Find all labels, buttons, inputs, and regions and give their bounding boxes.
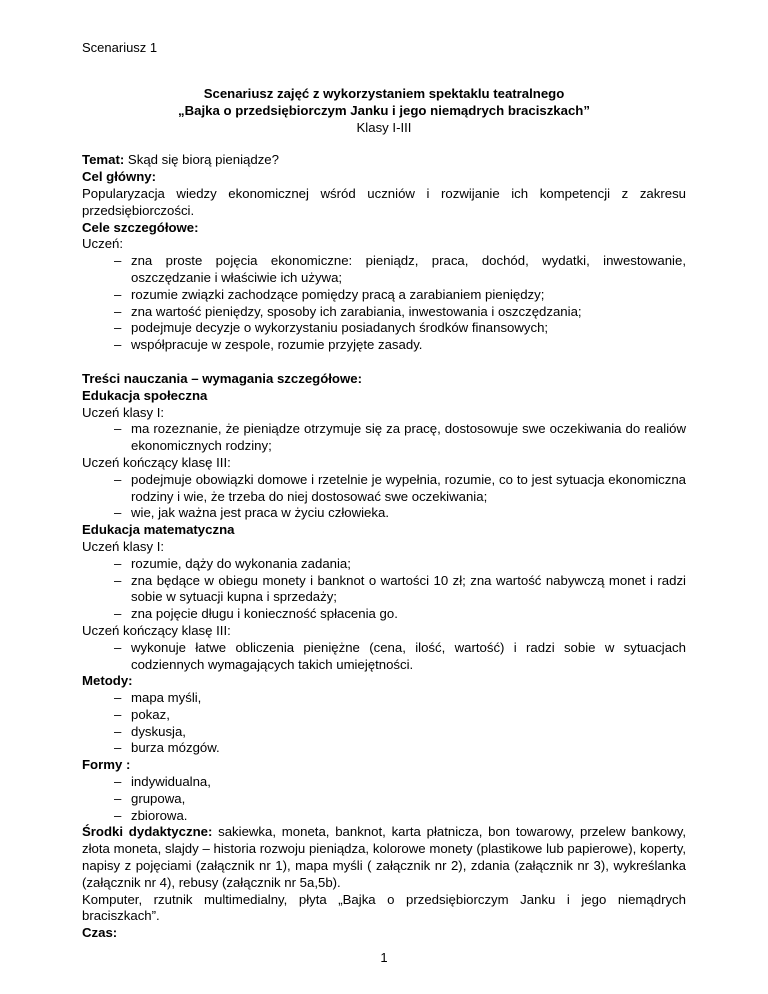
list-item: – wie, jak ważna jest praca w życiu człowieka. — [82, 505, 686, 522]
social-grade3-list — [82, 472, 686, 522]
main-goal-text: Popularyzacja wiedzy ekonomicznej wśród uczniów i rozwijanie ich kompetencji z zakresu przedsiębiorczości. — [82, 185, 686, 218]
grade-levels: Klasy I-III — [356, 119, 412, 135]
social-grade3-intro: Uczeń kończący klasę III: — [82, 454, 231, 470]
list-item: – zna proste pojęcia ekonomiczne: pieniądz, praca, dochód, wydatki, inwestowanie, oszczędzanie i właściwie ich używa; — [82, 253, 686, 287]
list-item: – zna będące w obiegu monety i banknot o wartości 10 zł; zna wartość nabywczą monet i radzi sobie w sytuacji kupna i sprzedaży; — [82, 573, 686, 607]
document-body — [82, 86, 686, 942]
social-grade1-list — [82, 421, 686, 455]
topic-text: Skąd się biorą pieniądze? — [124, 152, 279, 168]
forms-heading: Formy : — [82, 757, 131, 773]
document-subtitle: „Bajka o przedsiębiorczym Janku i jego niemądrych braciszkach” — [178, 102, 590, 118]
methods-list — [82, 690, 686, 757]
title-block — [82, 86, 686, 136]
specific-goals-intro: Uczeń: — [82, 236, 124, 252]
page-number: 1 — [380, 950, 388, 965]
forms-list — [82, 774, 686, 824]
topic-line — [82, 152, 686, 169]
math-grade1-intro: Uczeń klasy I: — [82, 538, 165, 554]
list-item: – burza mózgów. — [82, 740, 686, 757]
list-item: – podejmuje decyzje o wykorzystaniu posiadanych środków finansowych; — [82, 320, 686, 337]
list-item: – mapa myśli, — [82, 690, 686, 707]
equipment-paragraph: Komputer, rzutnik multimedialny, płyta „Bajka o przedsiębiorczym Janku i jego niemądrych braciszkach”. — [82, 891, 686, 924]
methods-heading: Metody: — [82, 673, 133, 689]
math-grade3-intro: Uczeń kończący klasę III: — [82, 622, 231, 638]
list-item: – zna pojęcie długu i konieczność spłacenia go. — [82, 606, 686, 623]
list-item: – grupowa, — [82, 791, 686, 808]
document-title: Scenariusz zajęć z wykorzystaniem spektaklu teatralnego — [203, 86, 565, 101]
social-education-heading: Edukacja społeczna — [82, 387, 208, 403]
list-item: – ma rozeznanie, że pieniądze otrzymuje się za pracę, dostosowuje swe oczekiwania do realiów ekonomicznych rodziny; — [82, 421, 686, 455]
specific-goals-label: Cele szczegółowe: — [82, 219, 199, 235]
list-item: – podejmuje obowiązki domowe i rzetelnie je wypełnia, rozumie, co to jest sytuacja ekonomiczna rodziny i wie, że trzeba do niej dostosować swe oczekiwania; — [82, 472, 686, 506]
list-item: – zbiorowa. — [82, 808, 686, 825]
list-item: – rozumie, dąży do wykonania zadania; — [82, 556, 686, 573]
list-item: – wykonuje łatwe obliczenia pieniężne (cena, ilość, wartość) i radzi sobie w sytuacjach codziennych wymagających takich umiejętności. — [82, 640, 686, 674]
specific-goals-list — [82, 253, 686, 354]
teaching-aids-label: Środki dydaktyczne: — [82, 824, 213, 840]
math-grade1-list — [82, 556, 686, 623]
math-grade3-list — [82, 640, 686, 674]
topic-label: Temat: — [82, 152, 125, 168]
list-item: – pokaz, — [82, 707, 686, 724]
list-item: – dyskusja, — [82, 724, 686, 741]
running-header: Scenariusz 1 — [82, 40, 158, 55]
curriculum-heading: Treści nauczania – wymagania szczegółowe: — [82, 370, 362, 386]
list-item: – zna wartość pieniędzy, sposoby ich zarabiania, inwestowania i oszczędzania; — [82, 304, 686, 321]
time-heading: Czas: — [82, 925, 118, 941]
math-education-heading: Edukacja matematyczna — [82, 522, 235, 538]
list-item: – rozumie związki zachodzące pomiędzy pracą a zarabianiem pieniędzy; — [82, 287, 686, 304]
section-spacer — [82, 354, 686, 371]
teaching-aids-paragraph — [82, 824, 686, 891]
teaching-aids-text: sakiewka, moneta, banknot, karta płatnicza, bon towarowy, przelew bankowy, złota moneta, slajdy – historia rozwoju pieniądza, kolorowe monety (plastikowe lub papierowe), koperty, napisy z pojęciami (załącznik nr 1), mapa myśli ( załącznik nr 2), zdania (załącznik nr 3), wykreślanka (załącznik nr 4), rebusy (załącznik nr 5a,5b). — [82, 824, 686, 890]
main-goal-label: Cel główny: — [82, 169, 156, 185]
social-grade1-intro: Uczeń klasy I: — [82, 404, 165, 420]
list-item: – współpracuje w zespole, rozumie przyjęte zasady. — [82, 337, 686, 354]
list-item: – indywidualna, — [82, 774, 686, 791]
